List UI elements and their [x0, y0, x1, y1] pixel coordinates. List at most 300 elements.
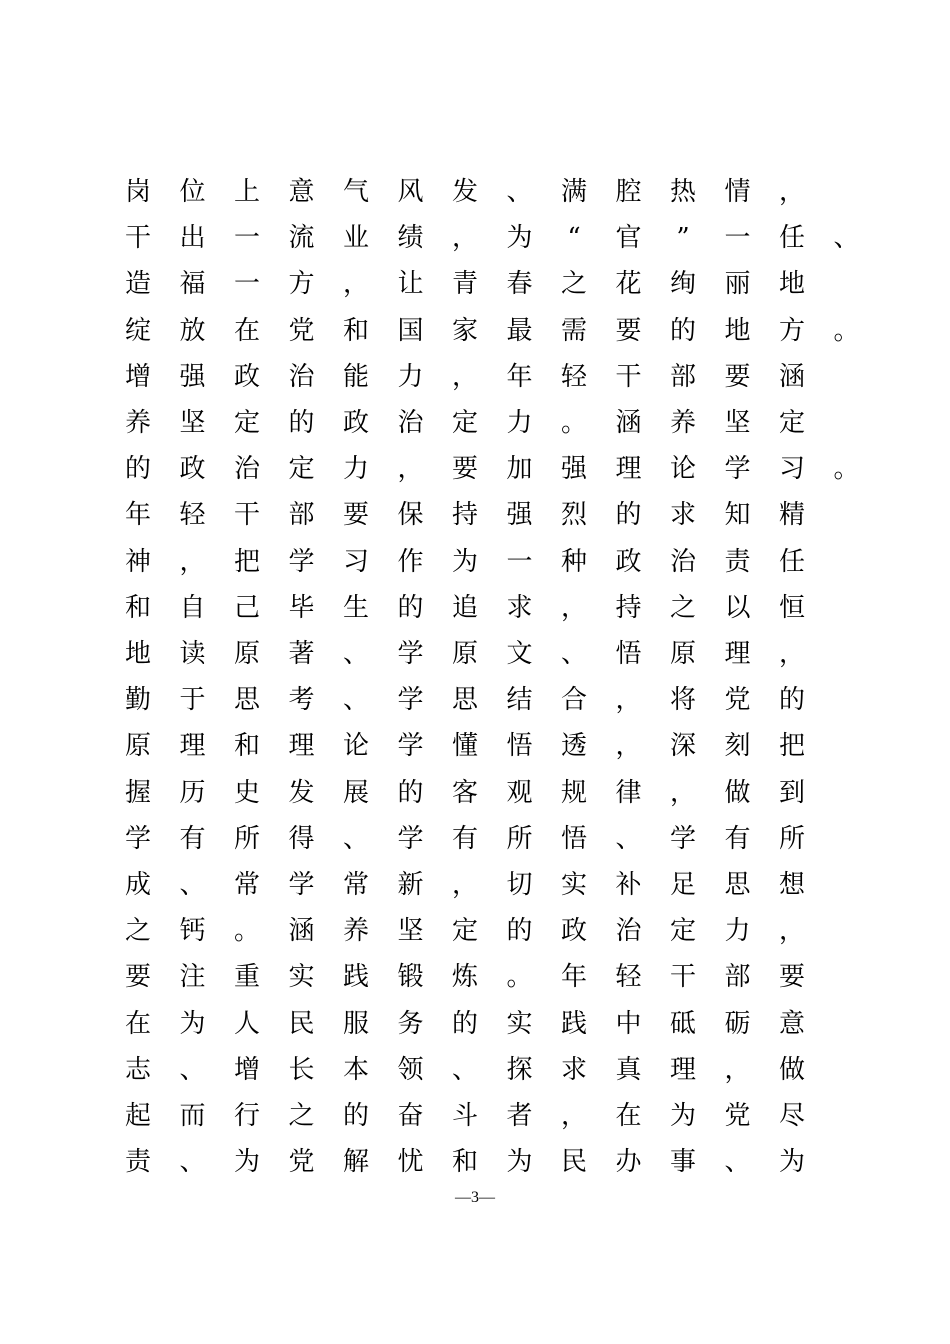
character: 把	[233, 546, 260, 577]
character: 业	[342, 223, 369, 254]
character: 增	[233, 1054, 260, 1085]
character: 锻	[397, 962, 424, 993]
character: 青	[451, 269, 478, 300]
character: ，	[778, 916, 805, 947]
character: 理	[288, 731, 315, 762]
character: 论	[669, 454, 696, 485]
character: 生	[342, 592, 369, 623]
text-line	[0, 311, 950, 351]
character: 常	[342, 870, 369, 900]
character: 学	[397, 823, 424, 854]
character: 能	[342, 361, 369, 392]
character: 文	[506, 639, 533, 669]
character: 学	[397, 685, 424, 716]
character: 一	[724, 223, 751, 254]
character: ，	[342, 269, 369, 300]
character: 握	[124, 777, 151, 808]
character: 政	[615, 546, 642, 577]
character: 中	[615, 1008, 642, 1039]
character: 学	[288, 870, 315, 900]
character: 原	[669, 639, 696, 669]
text-line	[0, 957, 950, 997]
character: 者	[506, 1101, 533, 1131]
character: 理	[669, 1054, 696, 1085]
character: 砥	[669, 1008, 696, 1039]
character: 让	[397, 269, 424, 300]
character: 补	[615, 870, 642, 900]
character: 干	[233, 500, 260, 531]
character: 定	[288, 454, 315, 485]
character: ”	[676, 223, 690, 254]
character: 坚	[724, 408, 751, 438]
character: 任	[778, 223, 805, 254]
character: 之	[560, 269, 587, 300]
character: 加	[506, 454, 533, 485]
character: ，	[615, 685, 642, 716]
character: 精	[778, 500, 805, 531]
character: 悟	[560, 823, 587, 854]
character: 政	[342, 408, 369, 438]
character: 著	[288, 639, 315, 669]
character: 的	[778, 685, 805, 716]
character: 干	[669, 962, 696, 993]
text-line	[0, 1050, 950, 1090]
character: 发	[288, 777, 315, 808]
character: 长	[288, 1054, 315, 1085]
character: 为	[451, 546, 478, 577]
character: 新	[397, 870, 424, 900]
character: 学	[397, 639, 424, 669]
character: 之	[669, 592, 696, 623]
text-line	[0, 634, 950, 674]
character: 而	[179, 1101, 206, 1131]
character: 。	[560, 408, 587, 438]
character: 忧	[397, 1147, 424, 1178]
character: 家	[451, 315, 478, 346]
character: 恒	[778, 592, 805, 623]
character: 和	[451, 1147, 478, 1178]
character: ，	[724, 1054, 751, 1085]
character: 党	[724, 1101, 751, 1131]
character: 作	[397, 546, 424, 577]
character: 要	[724, 361, 751, 392]
character: 得	[288, 823, 315, 854]
character: 养	[669, 408, 696, 438]
character: 一	[506, 546, 533, 577]
character: 砺	[724, 1008, 751, 1039]
character: 绽	[124, 315, 151, 346]
character: 实	[288, 962, 315, 993]
character: 、	[560, 639, 587, 669]
text-line	[0, 403, 950, 443]
character: 风	[397, 177, 424, 207]
character: 。	[833, 315, 860, 346]
character: 思	[233, 685, 260, 716]
character: 岗	[124, 177, 151, 207]
character: 合	[560, 685, 587, 716]
character: 和	[233, 731, 260, 762]
character: 满	[560, 177, 587, 207]
character: 践	[560, 1008, 587, 1039]
character: 放	[179, 315, 206, 346]
character: 责	[724, 546, 751, 577]
character: 要	[451, 454, 478, 485]
character: 原	[233, 639, 260, 669]
character: ，	[669, 777, 696, 808]
text-line	[0, 542, 950, 582]
character: 党	[288, 315, 315, 346]
character: 到	[778, 777, 805, 808]
character: 常	[233, 870, 260, 900]
character: 钙	[179, 916, 206, 947]
character: 定	[451, 916, 478, 947]
character: 涵	[288, 916, 315, 947]
character: 有	[724, 823, 751, 854]
character: 切	[506, 870, 533, 900]
character: 追	[451, 592, 478, 623]
text-line	[0, 680, 950, 720]
character: 想	[778, 870, 805, 900]
character: 领	[397, 1054, 424, 1085]
character: 把	[778, 731, 805, 762]
character: 定	[233, 408, 260, 438]
character: 史	[233, 777, 260, 808]
character: 涵	[778, 361, 805, 392]
character: 发	[451, 177, 478, 207]
character: 习	[778, 454, 805, 485]
character: 政	[560, 916, 587, 947]
character: 理	[724, 639, 751, 669]
character: 行	[233, 1101, 260, 1131]
character: ，	[179, 546, 206, 577]
character: 坚	[397, 916, 424, 947]
character: 最	[506, 315, 533, 346]
character: 持	[615, 592, 642, 623]
character: 涵	[615, 408, 642, 438]
character: 流	[288, 223, 315, 254]
character: 、	[179, 870, 206, 900]
character: 和	[124, 592, 151, 623]
character: 位	[179, 177, 206, 207]
character: 、	[451, 1054, 478, 1085]
character: 政	[179, 454, 206, 485]
character: 治	[669, 546, 696, 577]
character: ，	[397, 454, 424, 485]
character: 事	[669, 1147, 696, 1178]
character: 春	[506, 269, 533, 300]
character: 需	[560, 315, 587, 346]
character: 干	[124, 223, 151, 254]
character: 意	[778, 1008, 805, 1039]
text-line	[0, 1004, 950, 1044]
character: 党	[288, 1147, 315, 1178]
character: 理	[615, 454, 642, 485]
character: 理	[179, 731, 206, 762]
character: 民	[288, 1008, 315, 1039]
text-line	[0, 172, 950, 212]
character: 务	[397, 1008, 424, 1039]
character: 成	[124, 870, 151, 900]
character: 考	[288, 685, 315, 716]
character: 毕	[288, 592, 315, 623]
character: 绚	[669, 269, 696, 300]
character: 方	[288, 269, 315, 300]
character: 之	[288, 1101, 315, 1131]
character: 、	[506, 177, 533, 207]
text-line	[0, 449, 950, 489]
character: 、	[724, 1147, 751, 1178]
text-line	[0, 357, 950, 397]
character: 为	[669, 1101, 696, 1131]
character: 要	[342, 500, 369, 531]
text-line	[0, 264, 950, 304]
character: 。	[233, 916, 260, 947]
page-number: —3—	[455, 1189, 495, 1206]
character: 力	[342, 454, 369, 485]
character: 有	[179, 823, 206, 854]
character: 起	[124, 1101, 151, 1131]
character: 的	[397, 592, 424, 623]
character: 为	[778, 1147, 805, 1178]
character: 坚	[179, 408, 206, 438]
character: 原	[451, 639, 478, 669]
character: 客	[451, 777, 478, 808]
character: 的	[615, 500, 642, 531]
character: 历	[179, 777, 206, 808]
character: 将	[669, 685, 696, 716]
character: 轻	[179, 500, 206, 531]
character: 自	[179, 592, 206, 623]
character: 增	[124, 361, 151, 392]
character: 之	[124, 916, 151, 947]
character: 轻	[560, 361, 587, 392]
character: ，	[560, 1101, 587, 1131]
character: 人	[233, 1008, 260, 1039]
character: 民	[560, 1147, 587, 1178]
character: 求	[560, 1054, 587, 1085]
character: 定	[669, 916, 696, 947]
character: 做	[778, 1054, 805, 1085]
character: 学	[397, 731, 424, 762]
character: 、	[342, 823, 369, 854]
character: 思	[724, 870, 751, 900]
character: ，	[560, 592, 587, 623]
text-line	[0, 1096, 950, 1136]
text-line	[0, 218, 950, 258]
character: 学	[124, 823, 151, 854]
character: 、	[342, 685, 369, 716]
text-line	[0, 588, 950, 628]
character: 定	[778, 408, 805, 438]
character: 保	[397, 500, 424, 531]
character: 强	[179, 361, 206, 392]
character: 为	[179, 1008, 206, 1039]
character: 地	[124, 639, 151, 669]
text-line	[0, 495, 950, 535]
character: 为	[506, 1147, 533, 1178]
character: 结	[506, 685, 533, 716]
character: 轻	[615, 962, 642, 993]
character: ，	[451, 870, 478, 900]
character: 上	[233, 177, 260, 207]
character: 干	[615, 361, 642, 392]
character: 所	[778, 823, 805, 854]
character: 服	[342, 1008, 369, 1039]
character: 、	[179, 1054, 206, 1085]
character: 年	[506, 361, 533, 392]
character: ，	[778, 639, 805, 669]
character: 腔	[615, 177, 642, 207]
character: “	[567, 223, 581, 254]
character: 年	[124, 500, 151, 531]
character: 年	[560, 962, 587, 993]
character: 党	[724, 685, 751, 716]
text-line	[0, 773, 950, 813]
character: 责	[124, 1147, 151, 1178]
character: ，	[778, 177, 805, 207]
character: 求	[506, 592, 533, 623]
character: 真	[615, 1054, 642, 1085]
character: 力	[724, 916, 751, 947]
character: 热	[669, 177, 696, 207]
character: 官	[615, 223, 642, 254]
character: 治	[397, 408, 424, 438]
character: 重	[233, 962, 260, 993]
character: 志	[124, 1054, 151, 1085]
character: 治	[233, 454, 260, 485]
character: 的	[124, 454, 151, 485]
character: 探	[506, 1054, 533, 1085]
character: 养	[342, 916, 369, 947]
character: 奋	[397, 1101, 424, 1131]
character: 的	[288, 408, 315, 438]
character: 己	[233, 592, 260, 623]
character: 懂	[451, 731, 478, 762]
character: 、	[342, 639, 369, 669]
character: 养	[124, 408, 151, 438]
character: 地	[778, 269, 805, 300]
character: 花	[615, 269, 642, 300]
character: 为	[506, 223, 533, 254]
character: 观	[506, 777, 533, 808]
character: 深	[669, 731, 696, 762]
character: 意	[288, 177, 315, 207]
character: 解	[342, 1147, 369, 1178]
character: 治	[288, 361, 315, 392]
character: 实	[560, 870, 587, 900]
character: ，	[451, 223, 478, 254]
character: 注	[179, 962, 206, 993]
character: 斗	[451, 1101, 478, 1131]
character: 政	[233, 361, 260, 392]
character: 的	[669, 315, 696, 346]
character: 造	[124, 269, 151, 300]
character: 勤	[124, 685, 151, 716]
character: 福	[179, 269, 206, 300]
character: 情	[724, 177, 751, 207]
character: 的	[397, 777, 424, 808]
character: 要	[778, 962, 805, 993]
character: 习	[342, 546, 369, 577]
character: 的	[342, 1101, 369, 1131]
character: 一	[233, 223, 260, 254]
character: 践	[342, 962, 369, 993]
text-line	[0, 1142, 950, 1182]
character: 为	[233, 1147, 260, 1178]
character: 炼	[451, 962, 478, 993]
character: 治	[615, 916, 642, 947]
character: 知	[724, 500, 751, 531]
text-line	[0, 865, 950, 905]
character: 在	[124, 1008, 151, 1039]
character: 部	[724, 962, 751, 993]
character: 绩	[397, 223, 424, 254]
character: 办	[615, 1147, 642, 1178]
character: 原	[124, 731, 151, 762]
character: 强	[560, 454, 587, 485]
character: 。	[833, 454, 860, 485]
character: 。	[506, 962, 533, 993]
character: 学	[669, 823, 696, 854]
character: 在	[233, 315, 260, 346]
character: 地	[724, 315, 751, 346]
character: 展	[342, 777, 369, 808]
character: 于	[179, 685, 206, 716]
character: 律	[615, 777, 642, 808]
character: 学	[288, 546, 315, 577]
character: ，	[451, 361, 478, 392]
character: 力	[506, 408, 533, 438]
character: 的	[506, 916, 533, 947]
character: 思	[451, 685, 478, 716]
character: 实	[506, 1008, 533, 1039]
character: 学	[724, 454, 751, 485]
character: 的	[451, 1008, 478, 1039]
character: 种	[560, 546, 587, 577]
text-line	[0, 911, 950, 951]
character: 和	[342, 315, 369, 346]
character: 神	[124, 546, 151, 577]
character: 所	[506, 823, 533, 854]
character: 丽	[724, 269, 751, 300]
character: 规	[560, 777, 587, 808]
character: 足	[669, 870, 696, 900]
character: 一	[233, 269, 260, 300]
character: 任	[778, 546, 805, 577]
character: 定	[451, 408, 478, 438]
character: 要	[615, 315, 642, 346]
character: 方	[778, 315, 805, 346]
character: 强	[506, 500, 533, 531]
character: 烈	[560, 500, 587, 531]
character: 读	[179, 639, 206, 669]
character: 、	[615, 823, 642, 854]
text-line	[0, 726, 950, 766]
character: 部	[669, 361, 696, 392]
character: 要	[124, 962, 151, 993]
text-line	[0, 819, 950, 859]
character: 所	[233, 823, 260, 854]
character: 在	[615, 1101, 642, 1131]
character: 有	[451, 823, 478, 854]
character: 、	[833, 223, 860, 254]
character: 求	[669, 500, 696, 531]
character: 悟	[506, 731, 533, 762]
character: 、	[179, 1147, 206, 1178]
character: 部	[288, 500, 315, 531]
character: 本	[342, 1054, 369, 1085]
character: ，	[615, 731, 642, 762]
